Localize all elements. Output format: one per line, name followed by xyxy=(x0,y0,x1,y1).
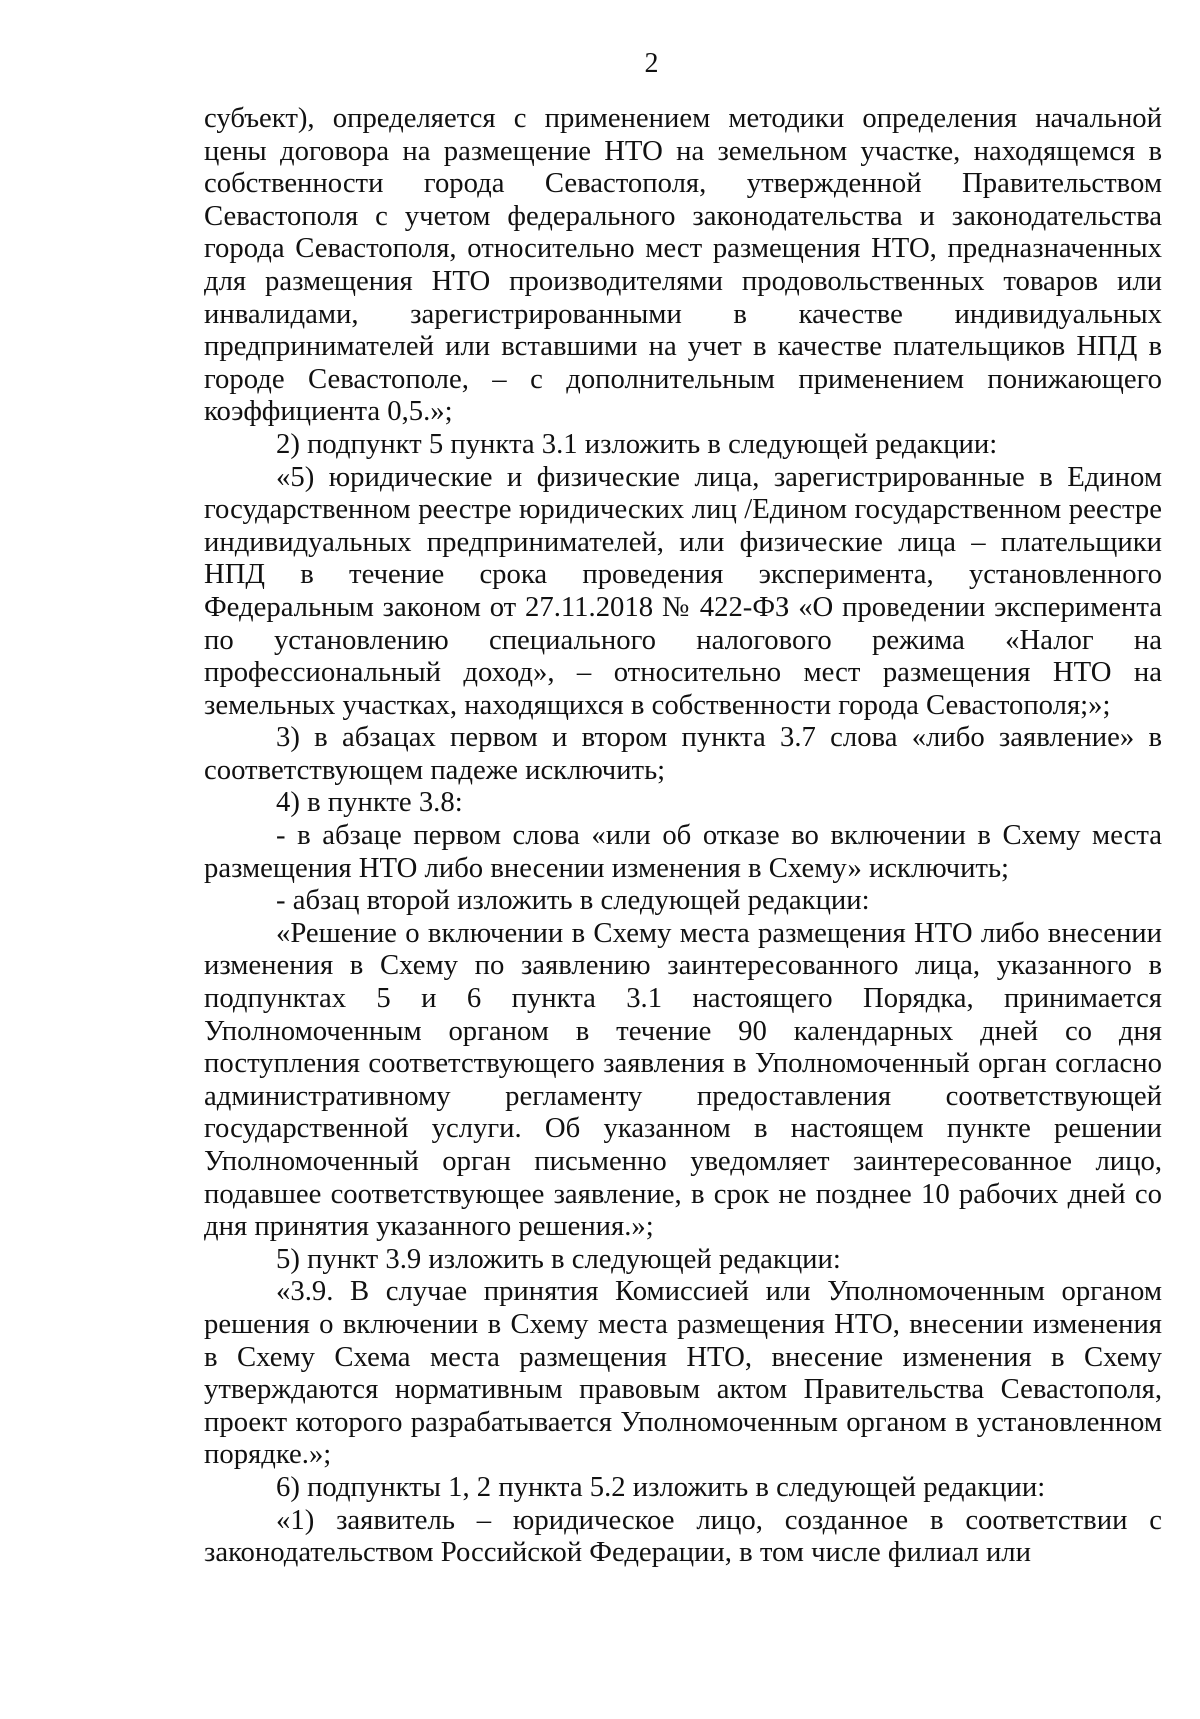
paragraph-quote-3-9: «3.9. В случае принятия Комиссией или Уполномоченным органом решения о включении в Схему места размещения НТО, внесении изменения в Схему Схема места размещения НТО, внесение изменения в Схему утверждаются нормативным правовым актом Правительства Севастополя, проект которого разрабатывается Уполномоченным органом в установленном порядке.»; xyxy=(204,1275,1162,1471)
paragraph-item-4-dash-2: - абзац второй изложить в следующей редакции: xyxy=(276,884,870,917)
paragraph-continuation: субъект), определяется с применением методики определения начальной цены договора на размещение НТО на земельном участке, находящемся в собственности города Севастополя, утвержденной Правительством Севастополя с учетом федерального законодательства и законодательства города Севастополя, относительно мест размещения НТО, предназначенных для размещения НТО производителями продовольственных товаров или инвалидами, зарегистрированными в качестве индивидуальных предпринимателей или вставшими на учет в качестве плательщиков НПД в городе Севастополе, – с дополнительным применением понижающего коэффициента 0,5.»; xyxy=(204,102,1162,428)
paragraph-item-4-dash-1: - в абзаце первом слова «или об отказе во включении в Схему места размещения НТО либо внесении изменения в Схему» исключить; xyxy=(204,819,1162,884)
document-body xyxy=(204,102,1162,1569)
paragraph-quote-decision: «Решение о включении в Схему места размещения НТО либо внесении изменения в Схему по заявлению заинтересованного лица, указанного в подпунктах 5 и 6 пункта 3.1 настоящего Порядка, принимается Уполномоченным органом в течение 90 календарных дней со дня поступления соответствующего заявления в Уполномоченный орган согласно административному регламенту предоставления соответствующей государственной услуги. Об указанном в настоящем пункте решении Уполномоченный орган письменно уведомляет заинтересованное лицо, подавшее соответствующее заявление, в срок не позднее 10 рабочих дней со дня принятия указанного решения.»; xyxy=(204,916,1162,1243)
paragraph-item-5: 5) пункт 3.9 изложить в следующей редакции: xyxy=(276,1242,841,1275)
paragraph-item-6: 6) подпункты 1, 2 пункта 5.2 изложить в следующей редакции: xyxy=(276,1470,1046,1503)
paragraph-item-2: 2) подпункт 5 пункта 3.1 изложить в следующей редакции: xyxy=(276,427,998,460)
paragraph-item-3: 3) в абзацах первом и втором пункта 3.7 слова «либо заявление» в соответствующем падеже исключить; xyxy=(204,721,1162,786)
paragraph-quote-5: «5) юридические и физические лица, зарегистрированные в Едином государственном реестре юридических лиц /Едином государственном реестре индивидуальных предпринимателей, или физические лица – плательщики НПД в течение срока проведения эксперимента, установленного Федеральным законом от 27.11.2018 № 422-ФЗ «О проведении эксперимента по установлению специального налогового режима «Налог на профессиональный доход», – относительно мест размещения НТО на земельных участках, находящихся в собственности города Севастополя;»; xyxy=(204,460,1162,721)
page-number: 2 xyxy=(644,48,659,79)
paragraph-quote-1: «1) заявитель – юридическое лицо, созданное в соответствии с законодательством Российской Федерации, в том числе филиал или xyxy=(204,1503,1162,1569)
paragraph-item-4: 4) в пункте 3.8: xyxy=(276,786,463,819)
